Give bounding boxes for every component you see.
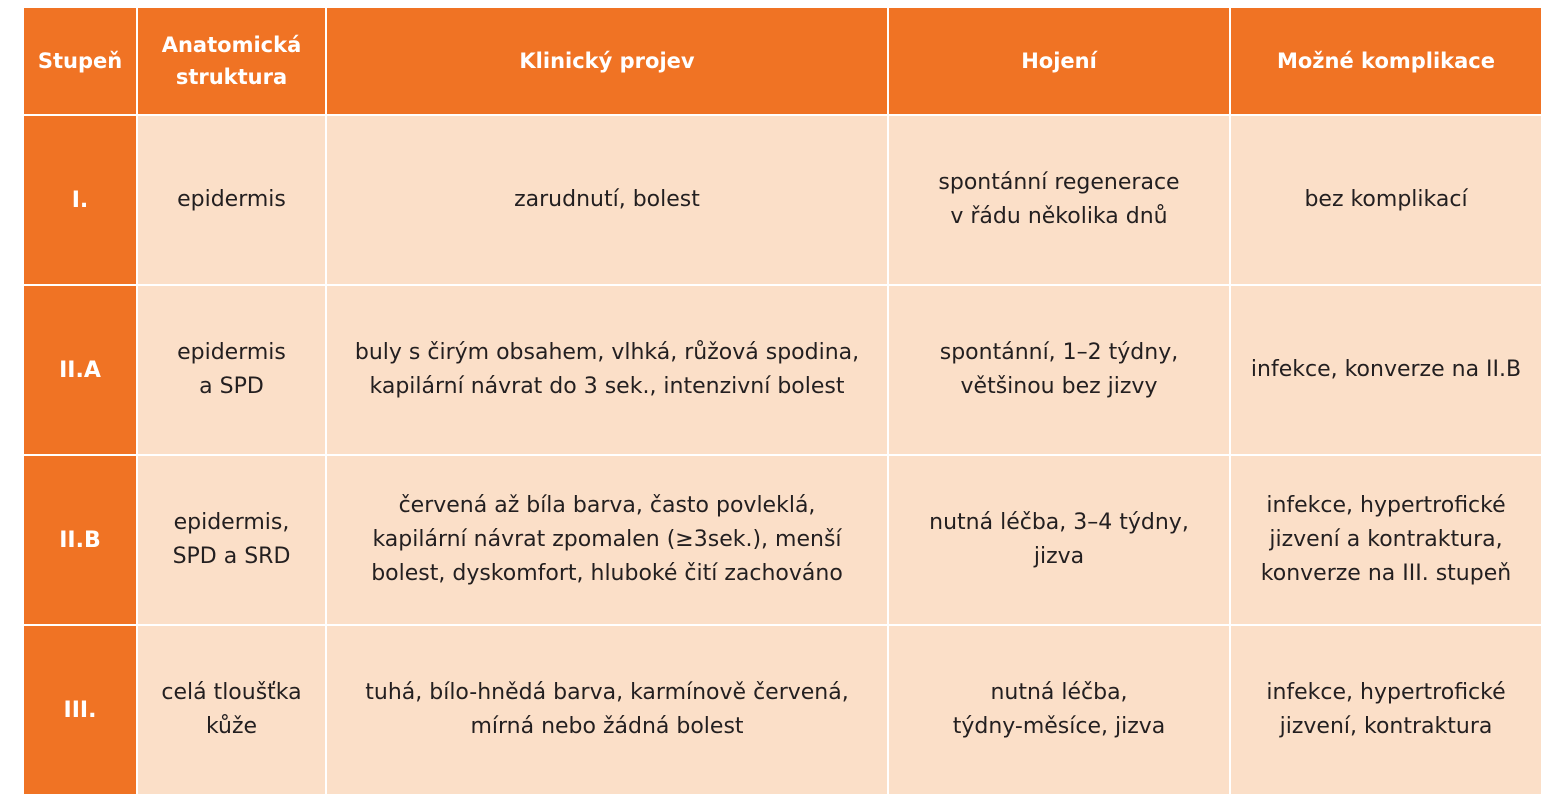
table-row xyxy=(23,115,1542,285)
clinical-cell: zarudnutí, bolest xyxy=(326,115,888,285)
table-header-row xyxy=(23,7,1542,115)
table-row xyxy=(23,285,1542,455)
healing-cell: spontánní regenerace v řádu několika dnů xyxy=(888,115,1230,285)
header-clinical-presentation: Klinický projev xyxy=(326,7,888,115)
structure-cell: epidermis a SPD xyxy=(137,285,326,455)
structure-cell: epidermis, SPD a SRD xyxy=(137,455,326,625)
clinical-cell: tuhá, bílo-hnědá barva, karmínově červená, mírná nebo žádná bolest xyxy=(326,625,888,795)
complications-cell: infekce, hypertrofické jizvení a kontraktura, konverze na III. stupeň xyxy=(1230,455,1542,625)
table-row xyxy=(23,625,1542,795)
header-grade: Stupeň xyxy=(23,7,137,115)
structure-cell: celá tloušťka kůže xyxy=(137,625,326,795)
grade-cell: II.B xyxy=(23,455,137,625)
complications-cell: infekce, hypertrofické jizvení, kontraktura xyxy=(1230,625,1542,795)
header-healing: Hojení xyxy=(888,7,1230,115)
table-row xyxy=(23,455,1542,625)
clinical-cell: červená až bíla barva, často povleklá, kapilární návrat zpomalen (≥3sek.), menší bolest, dyskomfort, hluboké čití zachováno xyxy=(326,455,888,625)
burn-classification-table xyxy=(22,6,1543,796)
header-anatomical-structure: Anatomická struktura xyxy=(137,7,326,115)
grade-cell: III. xyxy=(23,625,137,795)
structure-cell: epidermis xyxy=(137,115,326,285)
burn-classification-table-container xyxy=(22,6,1541,794)
complications-cell: bez komplikací xyxy=(1230,115,1542,285)
healing-cell: spontánní, 1–2 týdny, většinou bez jizvy xyxy=(888,285,1230,455)
healing-cell: nutná léčba, týdny-měsíce, jizva xyxy=(888,625,1230,795)
grade-cell: II.A xyxy=(23,285,137,455)
grade-cell: I. xyxy=(23,115,137,285)
clinical-cell: buly s čirým obsahem, vlhká, růžová spodina, kapilární návrat do 3 sek., intenzivní bolest xyxy=(326,285,888,455)
healing-cell: nutná léčba, 3–4 týdny, jizva xyxy=(888,455,1230,625)
header-complications: Možné komplikace xyxy=(1230,7,1542,115)
complications-cell: infekce, konverze na II.B xyxy=(1230,285,1542,455)
